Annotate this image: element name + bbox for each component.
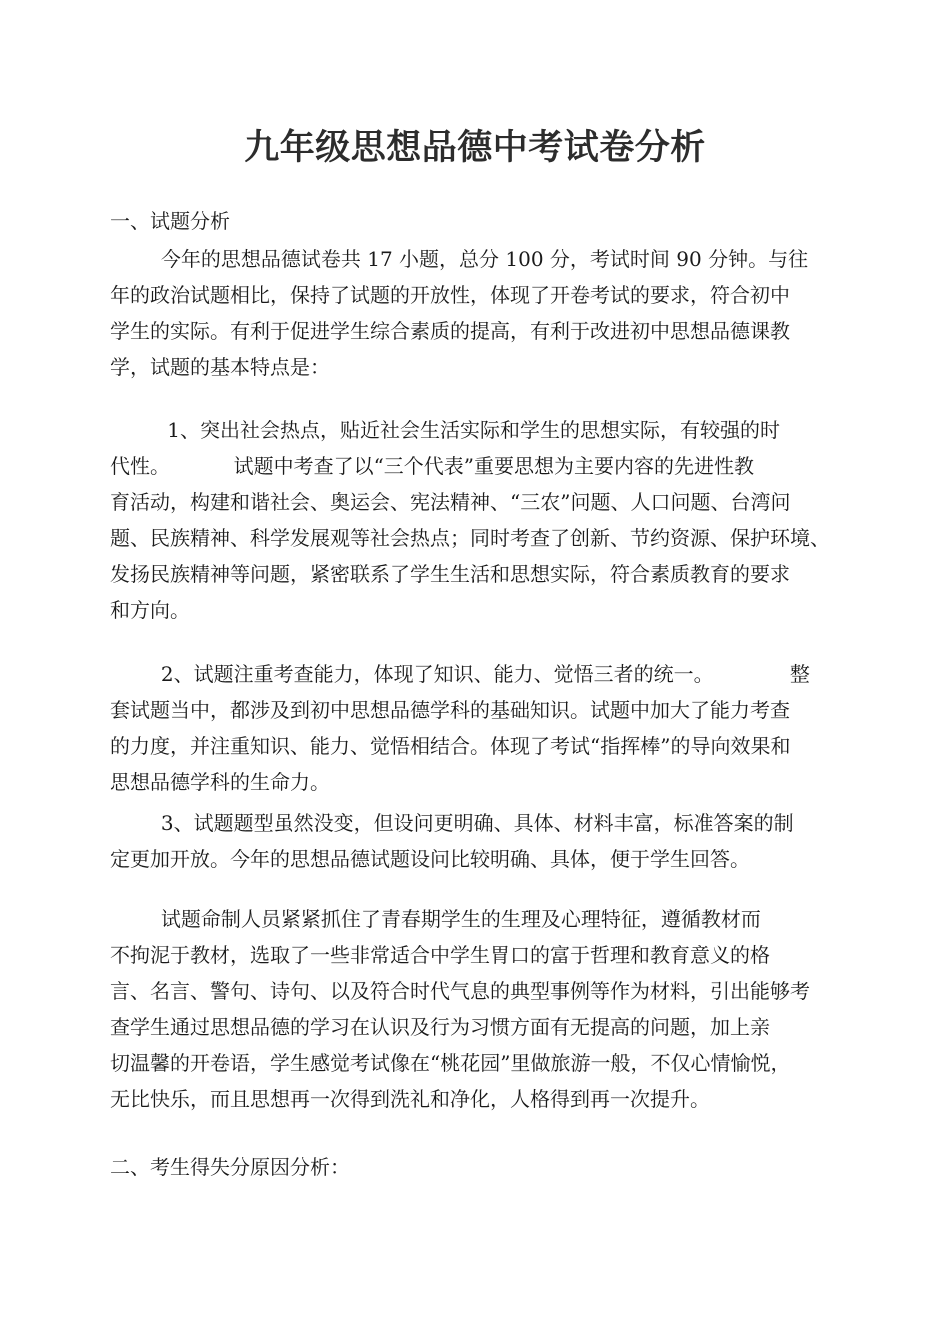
text-line: 无比快乐，而且思想再一次得到洗礼和净化，人格得到再一次提升。	[110, 1087, 710, 1111]
section-heading-2: 二、考生得失分原因分析：	[110, 1155, 350, 1179]
paragraph-point-1	[110, 412, 870, 628]
text-line: 定更加开放。今年的思想品德试题设问比较明确、具体，便于学生回答。	[110, 847, 750, 871]
paragraph-point-3	[110, 805, 870, 877]
text-line: 发扬民族精神等问题，紧密联系了学生生活和思想实际，符合素质教育的要求	[110, 562, 790, 586]
text-line: 学，试题的基本特点是：	[110, 355, 330, 379]
text-line: 3、试题题型虽然没变，但设问更明确、具体、材料丰富，标准答案的制	[110, 811, 794, 835]
text-line: 的力度，并注重知识、能力、觉悟相结合。体现了考试“指挥棒”的导向效果和	[110, 734, 791, 758]
text-line: 今年的思想品德试卷共 17 小题，总分 100 分，考试时间 90 分钟。与往	[110, 247, 809, 271]
text-line: 育活动，构建和谐社会、奥运会、宪法精神、“三农”问题、人口问题、台湾问	[110, 490, 791, 514]
text-line: 套试题当中，都涉及到初中思想品德学科的基础知识。试题中加大了能力考查	[110, 698, 790, 722]
text-line: 代性。 试题中考查了以“三个代表”重要思想为主要内容的先进性教	[110, 454, 755, 478]
text-line: 切温馨的开卷语，学生感觉考试像在“桃花园”里做旅游一般，不仅心情愉悦，	[110, 1051, 791, 1075]
paragraph-design	[110, 901, 870, 1117]
text-line: 思想品德学科的生命力。	[110, 770, 330, 794]
document-title: 九年级思想品德中考试卷分析	[244, 128, 706, 168]
text-line: 试题命制人员紧紧抓住了青春期学生的生理及心理特征，遵循教材而	[110, 907, 761, 931]
text-line: 学生的实际。有利于促进学生综合素质的提高，有利于改进初中思想品德课教	[110, 319, 790, 343]
text-line: 言、名言、警句、诗句、以及符合时代气息的典型事例等作为材料，引出能够考	[110, 979, 810, 1003]
text-line: 和方向。	[110, 598, 190, 622]
paragraph-point-2	[110, 656, 870, 800]
text-line: 题、民族精神、科学发展观等社会热点；同时考查了创新、节约资源、保护环境、	[110, 526, 830, 550]
section-heading-1: 一、试题分析	[110, 209, 230, 233]
text-line: 年的政治试题相比，保持了试题的开放性，体现了开卷考试的要求，符合初中	[110, 283, 790, 307]
text-line: 查学生通过思想品德的学习在认识及行为习惯方面有无提高的问题，加上亲	[110, 1015, 770, 1039]
text-line: 不拘泥于教材，选取了一些非常适合中学生胃口的富于哲理和教育意义的格	[110, 943, 770, 967]
paragraph-intro	[110, 241, 870, 385]
text-line: 1、突出社会热点，贴近社会生活实际和学生的思想实际，有较强的时	[110, 418, 780, 442]
text-line: 2、试题注重考查能力，体现了知识、能力、觉悟三者的统一。 整	[110, 662, 810, 686]
